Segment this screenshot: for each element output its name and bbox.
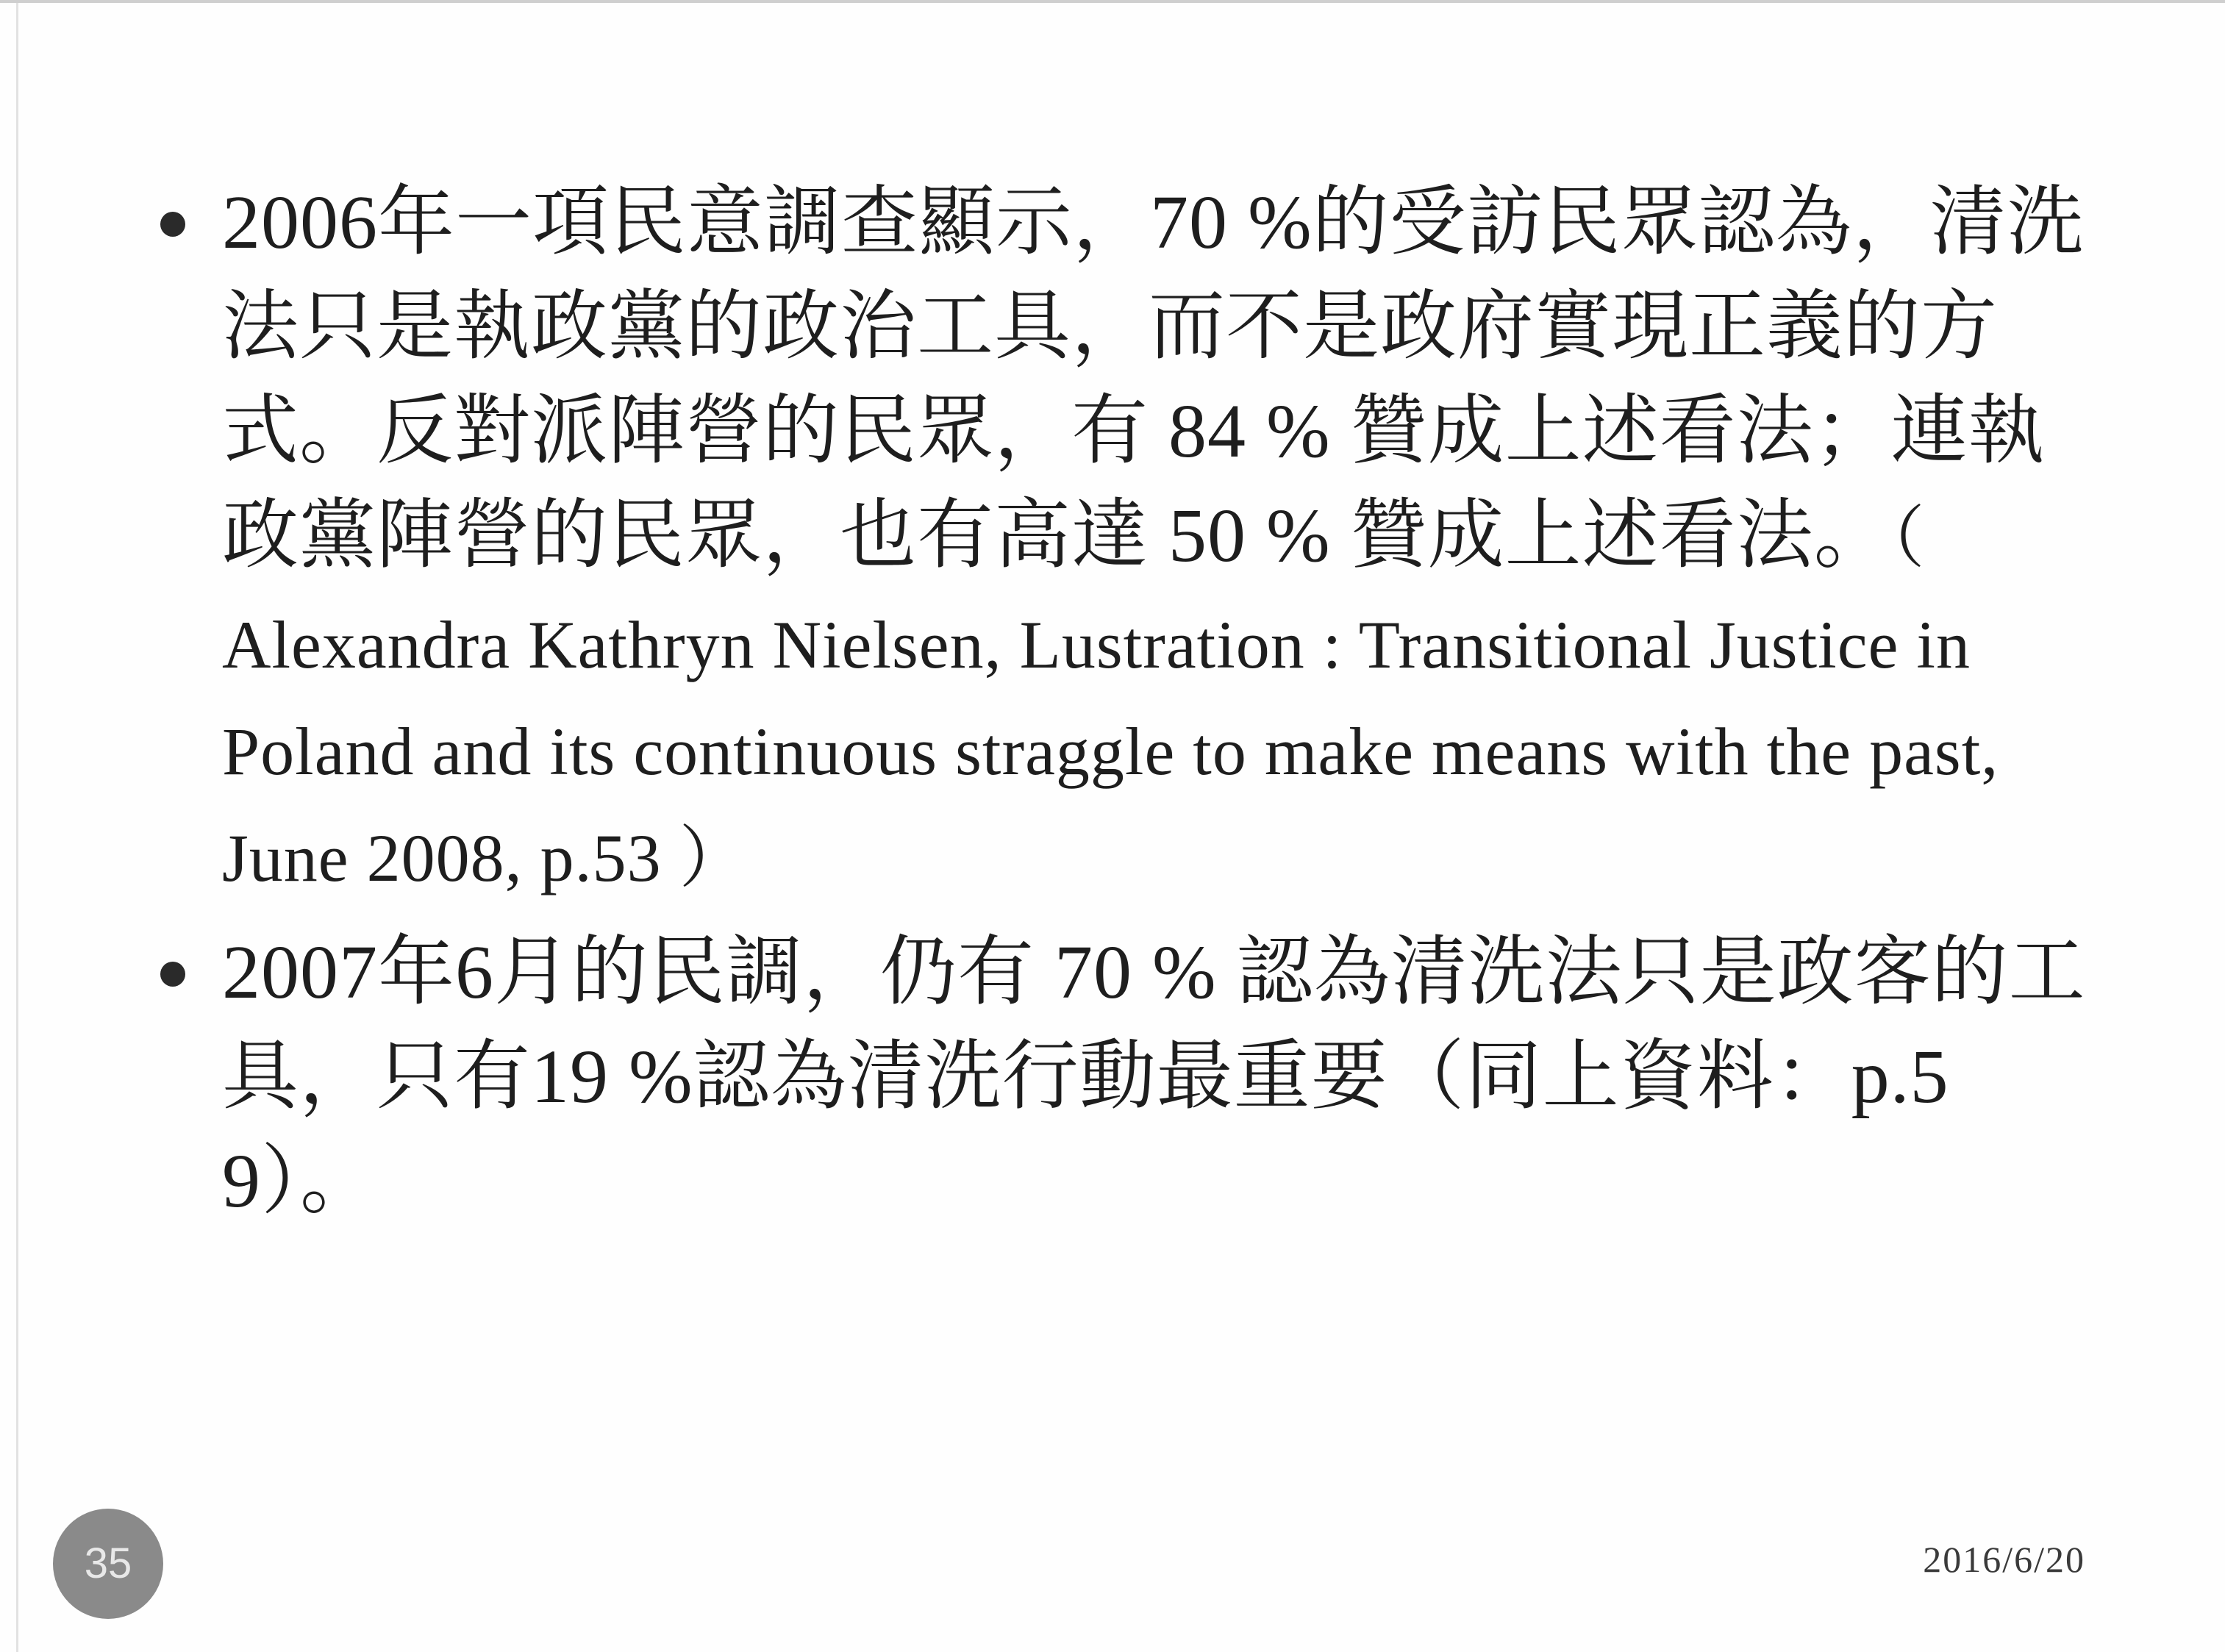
bullet-item [160,171,2101,910]
bullet-body: 2006年一項民意調查顯示，70 %的受訪民眾認為，清洗法只是執政黨的政治工具，而不是政府實現正義的方式。反對派陣營的民眾，有 84 % 贊成上述看法；連執政黨陣營的民眾，也有高達 50 % 贊成上述看法。 [222,180,2085,578]
bullet-text [222,171,2101,910]
bullet-body: 2007年6月的民調，仍有 70 % 認為清洗法只是政客的工具，只有19 %認為清洗行動最重要（同上資料：p.59）。 [222,930,2086,1223]
page-number-badge: 35 [53,1509,163,1619]
bullet-item [160,920,2101,1234]
bullet-text [222,920,2101,1234]
citation: （ Alexandra Kathryn Nielsen, Lustration : Transitional Justice in Poland and its continuous straggle to make means with the past, June 2008, p.53 ） [222,501,1999,895]
bullet-dot-icon [160,212,185,237]
top-border [0,0,2225,3]
slide-date: 2016/6/20 [1923,1539,2085,1580]
bullet-dot-icon [160,962,185,987]
bullet-list [160,171,2101,1244]
left-border [16,3,18,1652]
